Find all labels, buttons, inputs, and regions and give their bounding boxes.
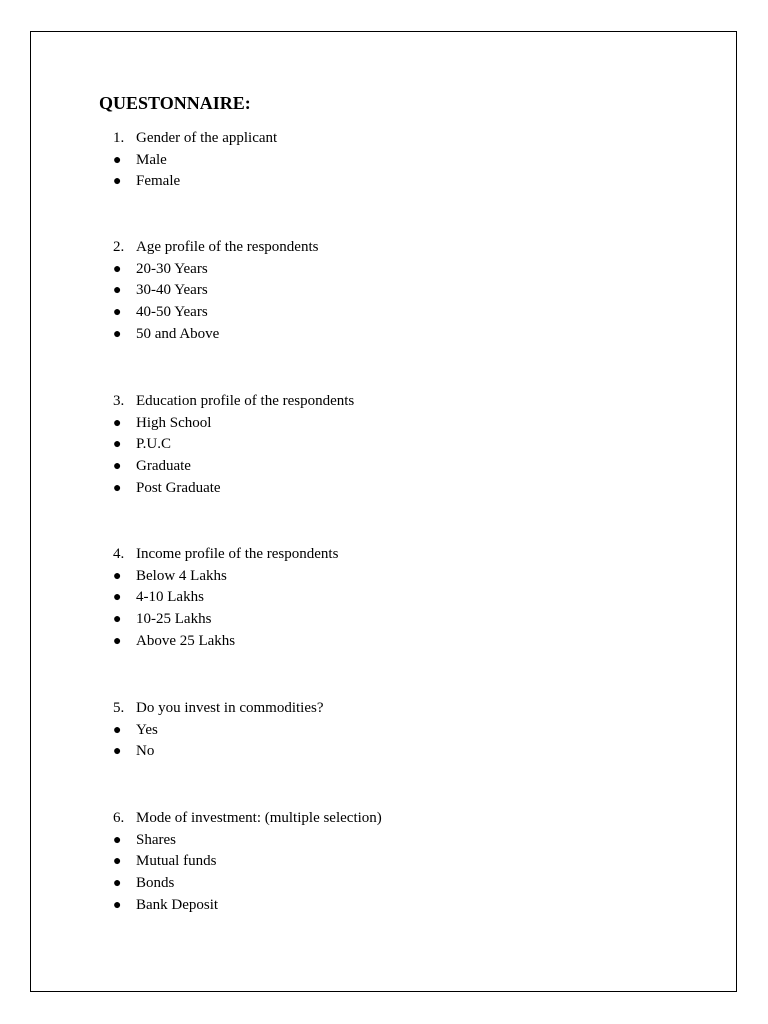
bullet-icon: ● [113, 305, 122, 321]
question-text: Mode of investment: (multiple selection) [136, 810, 382, 826]
option-item [0, 631, 700, 653]
option-label: 50 and Above [136, 325, 220, 342]
option-label: P.U.C [136, 436, 172, 453]
bullet-icon: ● [113, 832, 122, 848]
bullet-icon: ● [113, 480, 122, 496]
option-item [0, 302, 700, 324]
question-line [0, 128, 700, 150]
option-item [0, 873, 700, 895]
question-commodities [0, 698, 700, 763]
option-label: 4-10 Lakhs [136, 589, 204, 606]
bullet-icon: ● [113, 459, 122, 475]
question-line [0, 237, 700, 259]
option-label: 40-50 Years [136, 304, 208, 321]
option-label: Yes [136, 721, 158, 738]
question-line [0, 698, 700, 720]
question-text: Do you invest in commodities? [136, 700, 324, 716]
question-number: 2. [113, 239, 125, 255]
question-number: 6. [113, 810, 125, 826]
option-item [0, 259, 700, 281]
question-line [0, 808, 700, 830]
bullet-icon: ● [113, 261, 122, 277]
option-item [0, 566, 700, 588]
question-investment-mode [0, 808, 700, 916]
option-item [0, 851, 700, 873]
document-title: QUESTONNAIRE: [99, 93, 251, 113]
bullet-icon: ● [113, 568, 122, 584]
bullet-icon: ● [113, 152, 122, 168]
option-item [0, 830, 700, 852]
question-line [0, 391, 700, 413]
option-item [0, 280, 700, 302]
option-item [0, 741, 700, 763]
question-income [0, 544, 700, 652]
option-item [0, 150, 700, 172]
option-label: Below 4 Lakhs [136, 567, 227, 584]
bullet-icon: ● [113, 854, 122, 870]
option-label: Mutual funds [136, 853, 217, 870]
option-label: Bonds [136, 875, 175, 892]
bullet-icon: ● [113, 437, 122, 453]
option-item [0, 609, 700, 631]
option-label: Male [136, 151, 167, 168]
bullet-icon: ● [113, 590, 122, 606]
option-label: 10-25 Lakhs [136, 611, 212, 628]
option-item [0, 720, 700, 742]
question-number: 4. [113, 546, 125, 562]
bullet-icon: ● [113, 633, 122, 649]
bullet-icon: ● [113, 722, 122, 738]
option-label: 30-40 Years [136, 282, 208, 299]
question-number: 5. [113, 700, 125, 716]
option-label: Female [136, 173, 181, 190]
bullet-icon: ● [113, 876, 122, 892]
option-label: Shares [136, 831, 176, 848]
option-item [0, 324, 700, 346]
option-label: No [136, 743, 155, 760]
question-text: Age profile of the respondents [136, 239, 319, 255]
question-age [0, 237, 700, 345]
question-number: 1. [113, 130, 125, 146]
option-label: Post Graduate [136, 479, 221, 496]
bullet-icon: ● [113, 897, 122, 913]
bullet-icon: ● [113, 174, 122, 190]
bullet-icon: ● [113, 326, 122, 342]
option-item [0, 413, 700, 435]
bullet-icon: ● [113, 283, 122, 299]
option-item [0, 895, 700, 917]
option-label: Bank Deposit [136, 896, 219, 913]
question-number: 3. [113, 393, 125, 409]
bullet-icon: ● [113, 415, 122, 431]
option-item [0, 587, 700, 609]
option-item [0, 434, 700, 456]
option-label: 20-30 Years [136, 260, 208, 277]
question-text: Education profile of the respondents [136, 393, 355, 409]
bullet-icon: ● [113, 612, 122, 628]
option-label: Above 25 Lakhs [136, 632, 236, 649]
question-education [0, 391, 700, 499]
bullet-icon: ● [113, 744, 122, 760]
question-text: Gender of the applicant [136, 130, 278, 146]
option-label: High School [136, 414, 212, 431]
option-item [0, 478, 700, 500]
option-item [0, 171, 700, 193]
option-item [0, 456, 700, 478]
question-line [0, 544, 700, 566]
option-label: Graduate [136, 458, 191, 475]
question-text: Income profile of the respondents [136, 546, 339, 562]
question-gender [0, 128, 700, 193]
